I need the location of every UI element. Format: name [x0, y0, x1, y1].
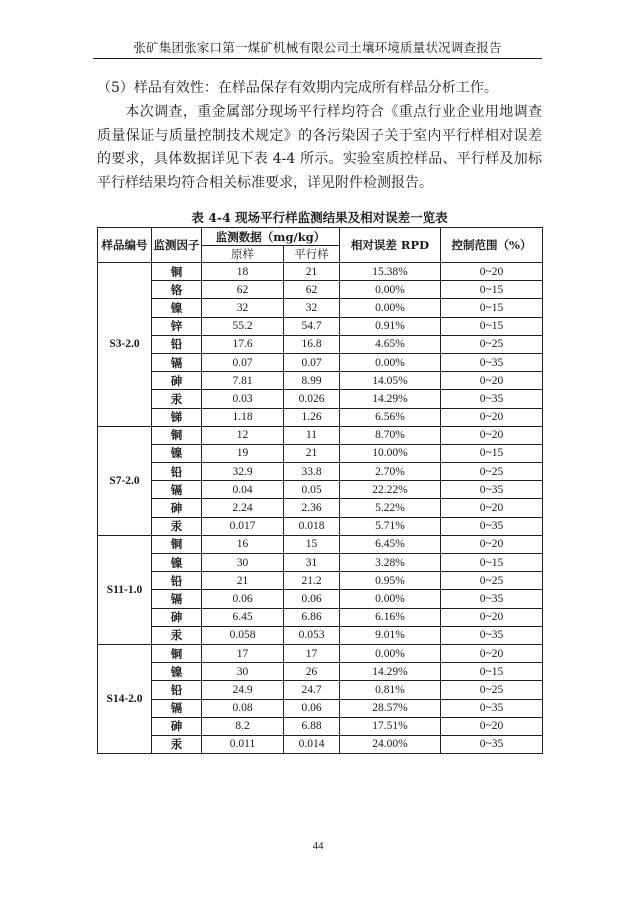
table-row: [98, 353, 543, 371]
parallel-value-cell: 24.7: [284, 681, 340, 699]
sample-id-cell: S14-2.0: [98, 644, 152, 753]
sample-id-cell: S3-2.0: [98, 263, 152, 427]
parallel-value-cell: 2.36: [284, 499, 340, 517]
control-range-cell: 0~15: [441, 317, 543, 335]
paragraph-survey-summary-text: 本次调查，重金属部分现场平行样均符合《重点行业企业用地调查质量保证与质量控制技术规定》的各污染因子关于室内平行样相对误差的要求，具体数据详见下表 4-4 所示。实验室质控样品、平行样及加标平行样结果均符合相关标准要求，详见附件检测报告。: [97, 104, 542, 191]
control-range-cell: 0~15: [441, 663, 543, 681]
control-range-cell: 0~25: [441, 463, 543, 481]
header-factor: 监测因子: [152, 228, 202, 263]
control-range-cell: 0~25: [441, 572, 543, 590]
control-range-cell: 0~20: [441, 535, 543, 553]
control-range-cell: 0~35: [441, 699, 543, 717]
page-number: 44: [312, 840, 324, 852]
parallel-value-cell: 0.06: [284, 699, 340, 717]
header-divider: [93, 58, 542, 59]
table-row: [98, 390, 543, 408]
header-control-range: 控制范围（%）: [441, 228, 543, 263]
rpd-cell: 2.70%: [340, 463, 441, 481]
control-range-cell: 0~35: [441, 590, 543, 608]
rpd-cell: 28.57%: [340, 699, 441, 717]
rpd-cell: 14.29%: [340, 663, 441, 681]
original-value-cell: 0.03: [202, 390, 284, 408]
rpd-cell: 14.05%: [340, 372, 441, 390]
original-value-cell: 19: [202, 444, 284, 462]
parallel-value-cell: 1.26: [284, 408, 340, 426]
table-row: [98, 554, 543, 572]
table-header: [98, 228, 543, 263]
control-range-cell: 0~20: [441, 499, 543, 517]
factor-cell: 砷: [152, 372, 202, 390]
factor-cell: 镉: [152, 353, 202, 371]
table-row: [98, 444, 543, 462]
parallel-sample-table: [97, 227, 543, 754]
rpd-cell: 0.00%: [340, 644, 441, 662]
table-row: [98, 681, 543, 699]
table-row: [98, 426, 543, 444]
factor-cell: 铜: [152, 426, 202, 444]
factor-cell: 镍: [152, 663, 202, 681]
table-row: [98, 572, 543, 590]
original-value-cell: 32: [202, 299, 284, 317]
table-row: [98, 372, 543, 390]
table-row: [98, 517, 543, 535]
original-value-cell: 18: [202, 263, 284, 281]
control-range-cell: 0~20: [441, 408, 543, 426]
control-range-cell: 0~35: [441, 517, 543, 535]
original-value-cell: 0.011: [202, 735, 284, 753]
table-row: [98, 281, 543, 299]
factor-cell: 锑: [152, 408, 202, 426]
control-range-cell: 0~15: [441, 281, 543, 299]
factor-cell: 镉: [152, 481, 202, 499]
table-body: [98, 263, 543, 754]
parallel-value-cell: 17: [284, 644, 340, 662]
table-row: [98, 535, 543, 553]
table-row: [98, 644, 543, 662]
factor-cell: 砷: [152, 499, 202, 517]
original-value-cell: 0.058: [202, 626, 284, 644]
factor-cell: 砷: [152, 608, 202, 626]
header-monitoring-data: 监测数据（mg/kg）: [202, 228, 340, 246]
sample-id-cell: S11-1.0: [98, 535, 152, 644]
original-value-cell: 17.6: [202, 335, 284, 353]
parallel-value-cell: 21: [284, 263, 340, 281]
table-row: [98, 335, 543, 353]
original-value-cell: 12: [202, 426, 284, 444]
factor-cell: 铅: [152, 681, 202, 699]
original-value-cell: 0.017: [202, 517, 284, 535]
table-row: [98, 463, 543, 481]
original-value-cell: 2.24: [202, 499, 284, 517]
parallel-value-cell: 0.014: [284, 735, 340, 753]
factor-cell: 砷: [152, 717, 202, 735]
factor-cell: 铅: [152, 335, 202, 353]
factor-cell: 镍: [152, 444, 202, 462]
original-value-cell: 7.81: [202, 372, 284, 390]
factor-cell: 铜: [152, 263, 202, 281]
rpd-cell: 8.70%: [340, 426, 441, 444]
original-value-cell: 6.45: [202, 608, 284, 626]
factor-cell: 铅: [152, 572, 202, 590]
factor-cell: 汞: [152, 626, 202, 644]
control-range-cell: 0~25: [441, 335, 543, 353]
rpd-cell: 6.56%: [340, 408, 441, 426]
table-row: [98, 663, 543, 681]
header-parallel: 平行样: [284, 246, 340, 263]
parallel-value-cell: 33.8: [284, 463, 340, 481]
original-value-cell: 30: [202, 554, 284, 572]
factor-cell: 锌: [152, 317, 202, 335]
rpd-cell: 3.28%: [340, 554, 441, 572]
rpd-cell: 9.01%: [340, 626, 441, 644]
header-sample-id: 样品编号: [98, 228, 152, 263]
table-row: [98, 717, 543, 735]
parallel-value-cell: 21: [284, 444, 340, 462]
control-range-cell: 0~35: [441, 353, 543, 371]
sample-id-cell: S7-2.0: [98, 426, 152, 535]
original-value-cell: 55.2: [202, 317, 284, 335]
factor-cell: 铬: [152, 281, 202, 299]
rpd-cell: 4.65%: [340, 335, 441, 353]
factor-cell: 汞: [152, 735, 202, 753]
factor-cell: 镍: [152, 299, 202, 317]
rpd-cell: 5.22%: [340, 499, 441, 517]
control-range-cell: 0~20: [441, 644, 543, 662]
factor-cell: 铅: [152, 463, 202, 481]
factor-cell: 铜: [152, 644, 202, 662]
parallel-value-cell: 15: [284, 535, 340, 553]
original-value-cell: 1.18: [202, 408, 284, 426]
rpd-cell: 0.91%: [340, 317, 441, 335]
control-range-cell: 0~20: [441, 608, 543, 626]
parallel-value-cell: 0.018: [284, 517, 340, 535]
control-range-cell: 0~35: [441, 390, 543, 408]
control-range-cell: 0~35: [441, 481, 543, 499]
parallel-value-cell: 21.2: [284, 572, 340, 590]
control-range-cell: 0~20: [441, 426, 543, 444]
table-row: [98, 590, 543, 608]
rpd-cell: 0.00%: [340, 590, 441, 608]
rpd-cell: 0.00%: [340, 299, 441, 317]
control-range-cell: 0~35: [441, 735, 543, 753]
rpd-cell: 24.00%: [340, 735, 441, 753]
factor-cell: 铜: [152, 535, 202, 553]
parallel-value-cell: 0.05: [284, 481, 340, 499]
parallel-value-cell: 6.88: [284, 717, 340, 735]
parallel-value-cell: 11: [284, 426, 340, 444]
factor-cell: 镍: [152, 554, 202, 572]
control-range-cell: 0~15: [441, 444, 543, 462]
rpd-cell: 0.81%: [340, 681, 441, 699]
table-row: [98, 263, 543, 281]
table-caption: 表 4-4 现场平行样监测结果及相对误差一览表: [191, 210, 448, 225]
control-range-cell: 0~35: [441, 626, 543, 644]
original-value-cell: 8.2: [202, 717, 284, 735]
original-value-cell: 0.06: [202, 590, 284, 608]
header-original: 原样: [202, 246, 284, 263]
paragraph-survey-summary: [97, 101, 542, 195]
parallel-value-cell: 62: [284, 281, 340, 299]
table-row: [98, 408, 543, 426]
factor-cell: 镉: [152, 699, 202, 717]
rpd-cell: 10.00%: [340, 444, 441, 462]
table-row: [98, 299, 543, 317]
parallel-value-cell: 31: [284, 554, 340, 572]
table-row: [98, 499, 543, 517]
parallel-value-cell: 0.07: [284, 353, 340, 371]
original-value-cell: 16: [202, 535, 284, 553]
control-range-cell: 0~25: [441, 681, 543, 699]
parallel-value-cell: 6.86: [284, 608, 340, 626]
parallel-value-cell: 0.053: [284, 626, 340, 644]
control-range-cell: 0~20: [441, 263, 543, 281]
control-range-cell: 0~20: [441, 372, 543, 390]
rpd-cell: 0.95%: [340, 572, 441, 590]
table-row: [98, 481, 543, 499]
control-range-cell: 0~15: [441, 299, 543, 317]
table-row: [98, 608, 543, 626]
factor-cell: 汞: [152, 390, 202, 408]
original-value-cell: 62: [202, 281, 284, 299]
parallel-value-cell: 0.026: [284, 390, 340, 408]
original-value-cell: 32.9: [202, 463, 284, 481]
original-value-cell: 17: [202, 644, 284, 662]
factor-cell: 汞: [152, 517, 202, 535]
rpd-cell: 22.22%: [340, 481, 441, 499]
original-value-cell: 30: [202, 663, 284, 681]
rpd-cell: 6.16%: [340, 608, 441, 626]
parallel-value-cell: 0.06: [284, 590, 340, 608]
parallel-value-cell: 32: [284, 299, 340, 317]
original-value-cell: 0.08: [202, 699, 284, 717]
page-header-title: 张矿集团张家口第一煤矿机械有限公司土壤环境质量状况调查报告: [133, 40, 502, 55]
parallel-value-cell: 16.8: [284, 335, 340, 353]
original-value-cell: 0.07: [202, 353, 284, 371]
parallel-value-cell: 8.99: [284, 372, 340, 390]
control-range-cell: 0~20: [441, 717, 543, 735]
table-row: [98, 626, 543, 644]
header-rpd: 相对误差 RPD: [340, 228, 441, 263]
rpd-cell: 0.00%: [340, 353, 441, 371]
parallel-value-cell: 54.7: [284, 317, 340, 335]
original-value-cell: 21: [202, 572, 284, 590]
control-range-cell: 0~15: [441, 554, 543, 572]
parallel-value-cell: 26: [284, 663, 340, 681]
paragraph-sample-validity: （5）样品有效性：在样品保存有效期内完成所有样品分析工作。: [97, 80, 498, 96]
rpd-cell: 17.51%: [340, 717, 441, 735]
table-row: [98, 317, 543, 335]
rpd-cell: 14.29%: [340, 390, 441, 408]
rpd-cell: 6.45%: [340, 535, 441, 553]
factor-cell: 镉: [152, 590, 202, 608]
table-row: [98, 699, 543, 717]
original-value-cell: 24.9: [202, 681, 284, 699]
rpd-cell: 15.38%: [340, 263, 441, 281]
original-value-cell: 0.04: [202, 481, 284, 499]
rpd-cell: 0.00%: [340, 281, 441, 299]
rpd-cell: 5.71%: [340, 517, 441, 535]
table-row: [98, 735, 543, 753]
